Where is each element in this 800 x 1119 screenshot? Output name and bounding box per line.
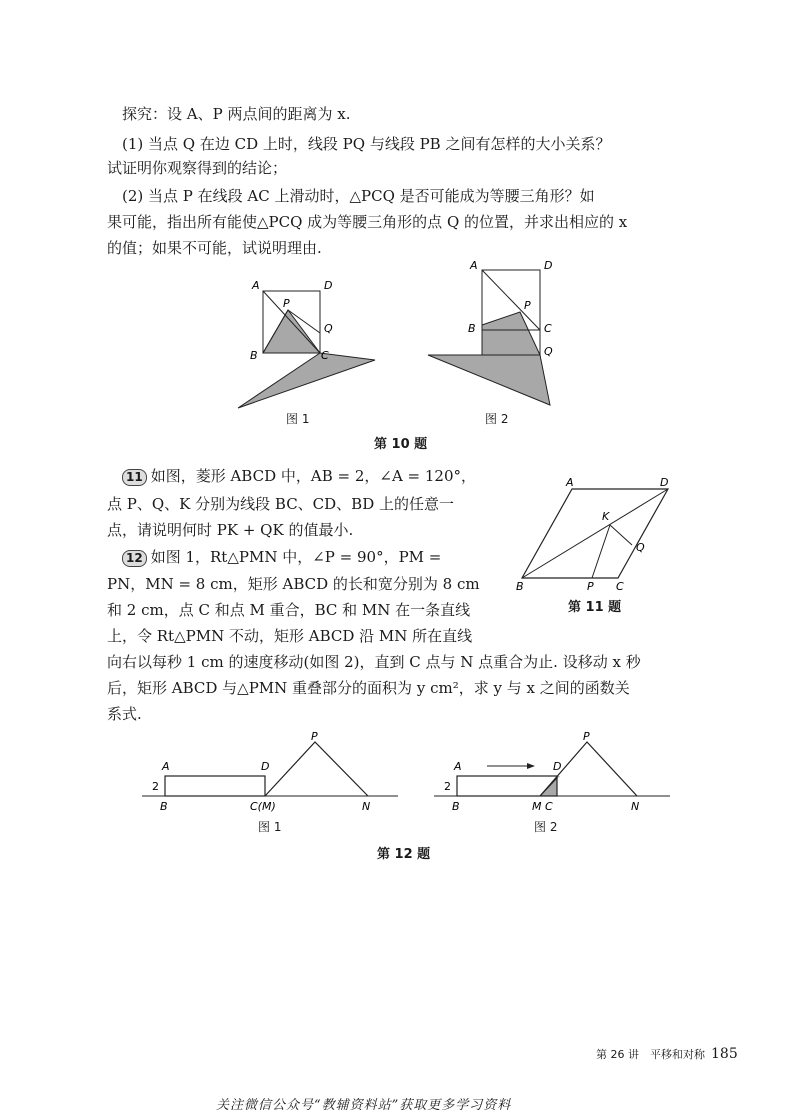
segment-kq <box>610 525 632 545</box>
p10-fig1-caption: 图 1 <box>286 412 310 426</box>
p10-q2-line3: 的值；如果不可能，试说明理由. <box>107 239 322 257</box>
triangle-inner-shaded <box>263 310 320 353</box>
p12-line1: 12 如图 1，Rt△PMN 中，∠P = 90°，PM = <box>122 547 441 567</box>
label-d: D <box>324 279 333 292</box>
p12-fig1-caption: 图 1 <box>258 820 282 834</box>
p10-q2-line2: 果可能，指出所有能使△PCQ 成为等腰三角形的点 Q 的位置，并求出相应的 x <box>107 213 628 231</box>
rectangle-abcd <box>165 776 265 796</box>
p10-figure-2 <box>420 255 580 415</box>
p12-line2: PN，MN = 8 cm，矩形 ABCD 的长和宽分别为 8 cm <box>107 575 480 593</box>
p12-line5: 向右以每秒 1 cm 的速度移动(如图 2)，直到 C 点与 N 点重合为止. 设移动 x 秒 <box>107 653 641 671</box>
triangle-pmn <box>265 742 368 796</box>
triangle-inner-shaded <box>482 312 540 355</box>
label-n: N <box>631 800 640 813</box>
diagonal-bd <box>522 489 668 578</box>
watermark-banner: 关注微信公众号“教辅资料站”获取更多学习资料 <box>216 1098 512 1113</box>
p12-title: 第 12 题 <box>377 847 431 862</box>
label-d: D <box>261 760 270 773</box>
label-b: B <box>250 349 258 362</box>
label-q: Q <box>544 345 553 358</box>
label-b: B <box>468 322 476 335</box>
p10-intro: 探究：设 A、P 两点间的距离为 x. <box>122 105 351 123</box>
label-b: B <box>516 580 524 593</box>
label-q: Q <box>324 322 333 335</box>
p11-figure <box>510 475 690 595</box>
p12-number: 12 <box>122 550 147 567</box>
label-c: C <box>321 349 329 362</box>
label-a: A <box>470 259 478 272</box>
label-a: A <box>252 279 260 292</box>
p10-title: 第 10 题 <box>374 437 428 452</box>
label-k: K <box>602 510 610 523</box>
label-a: A <box>162 760 170 773</box>
p10-fig2-caption: 图 2 <box>485 412 509 426</box>
label-a: A <box>454 760 462 773</box>
label-q: Q <box>636 541 645 554</box>
p12-line3: 和 2 cm，点 C 和点 M 重合，BC 和 MN 在一条直线 <box>107 601 471 619</box>
page-footer <box>596 1046 738 1062</box>
label-cm: C(M) <box>250 800 276 813</box>
label-n: N <box>362 800 371 813</box>
chapter-label: 第 26 讲 平移和对称 <box>596 1048 705 1061</box>
p11-number: 11 <box>122 469 147 486</box>
p12-line7: 系式. <box>107 705 142 723</box>
p10-q1-line2: 试证明你观察得到的结论； <box>107 159 288 177</box>
p11-line1: 11 如图，菱形 ABCD 中，AB = 2，∠A = 120°， <box>122 466 476 486</box>
label-width: 2 <box>152 780 159 793</box>
label-c: C <box>616 580 624 593</box>
label-width: 2 <box>444 780 451 793</box>
label-b: B <box>452 800 460 813</box>
label-p: P <box>583 730 590 743</box>
triangle-shaded <box>428 355 550 405</box>
label-b: B <box>160 800 168 813</box>
label-d: D <box>544 259 553 272</box>
label-p: P <box>587 580 594 593</box>
p12-figure-2 <box>432 730 672 815</box>
arrow-right-icon <box>527 763 535 769</box>
label-p: P <box>524 299 531 312</box>
label-a: A <box>566 476 574 489</box>
page-number: 185 <box>711 1046 738 1062</box>
p11-line2: 点 P、Q、K 分别为线段 BC、CD、BD 上的任意一 <box>107 495 455 513</box>
p10-q1-line1: (1) 当点 Q 在边 CD 上时，线段 PQ 与线段 PB 之间有怎样的大小关系？ <box>122 135 611 153</box>
label-d: D <box>553 760 562 773</box>
label-p: P <box>311 730 318 743</box>
p11-title: 第 11 题 <box>568 600 622 615</box>
label-p: P <box>283 297 290 310</box>
p12-fig2-caption: 图 2 <box>534 820 558 834</box>
label-mc: M C <box>532 800 553 813</box>
p10-figure-1 <box>220 275 390 415</box>
label-c: C <box>544 322 552 335</box>
p12-line6: 后，矩形 ABCD 与△PMN 重叠部分的面积为 y cm²，求 y 与 x 之间的函数关 <box>107 679 630 697</box>
p10-q2-line1: (2) 当点 P 在线段 AC 上滑动时，△PCQ 是否可能成为等腰三角形？如 <box>122 187 595 205</box>
p12-figure-1 <box>140 730 400 815</box>
p12-line4: 上，令 Rt△PMN 不动，矩形 ABCD 沿 MN 所在直线 <box>107 627 473 645</box>
segment-pk <box>592 525 610 578</box>
label-d: D <box>660 476 669 489</box>
triangle-shaded <box>238 353 375 408</box>
p11-line3: 点，请说明何时 PK + QK 的值最小. <box>107 521 354 539</box>
